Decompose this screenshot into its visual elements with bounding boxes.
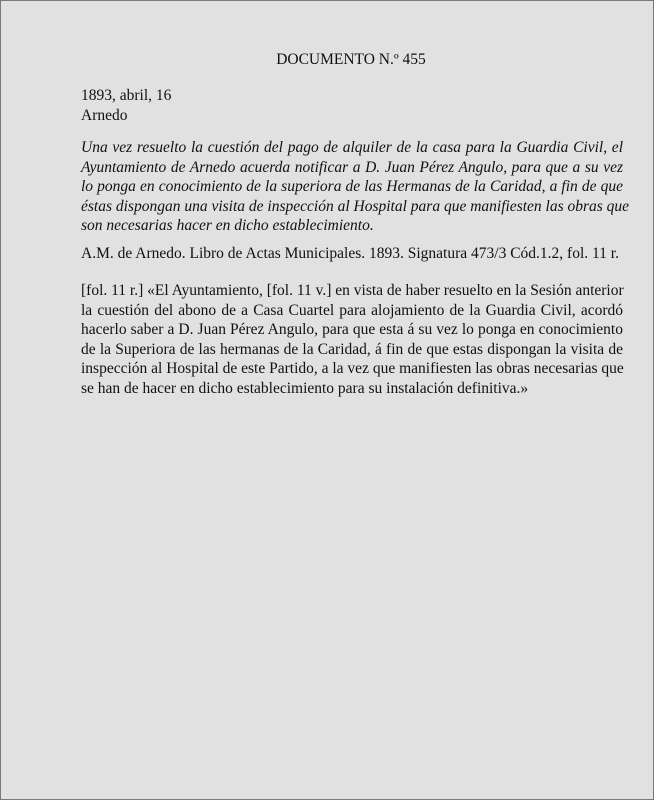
document-transcription [81, 281, 623, 398]
summary-line: Ayuntamiento de Arnedo acuerda notificar a D. Juan Pérez Angulo, para que a su vez [81, 158, 623, 176]
transcription-line: hacerlo saber a D. Juan Pérez Angulo, para que esta á su vez lo ponga en conocimiento [81, 321, 623, 338]
document-title: DOCUMENTO N.º 455 [276, 51, 426, 68]
transcription-line: se han de hacer en dicho establecimiento para su instalación definitiva.» [81, 379, 529, 397]
transcription-line: de la Superiora de las hermanas de la Caridad, á fin de que estas dispongan la visita de [81, 340, 623, 358]
document-summary [81, 138, 630, 236]
summary-line: Una vez resuelto la cuestión del pago de alquiler de la casa para la Guardia Civil, el [81, 139, 623, 156]
document-date: 1893, abril, 16 [81, 87, 172, 104]
summary-line: son necesarias hacer en dicho establecimiento. [81, 217, 374, 234]
document-place: Arnedo [81, 106, 128, 124]
summary-line: lo ponga en conocimiento de la superiora de las Hermanas de la Caridad, a fin de que [81, 178, 623, 195]
document-source: A.M. de Arnedo. Libro de Actas Municipales. 1893. Signatura 473/3 Cód.1.2, fol. 11 r. [81, 245, 619, 262]
document-meta [81, 86, 171, 125]
transcription-line: inspección al Hospital de este Partido, a la vez que manifiesten las obras necesarias que [81, 360, 624, 377]
summary-line: éstas dispongan una visita de inspección al Hospital para que manifiesten las obras que [81, 197, 630, 215]
transcription-line: [fol. 11 r.] «El Ayuntamiento, [fol. 11 v.] en vista de haber resuelto en la Sesión anterior [81, 282, 624, 299]
transcription-line: la cuestión del abono de a Casa Cuartel para alojamiento de la Guardia Civil, acordó [81, 301, 623, 319]
